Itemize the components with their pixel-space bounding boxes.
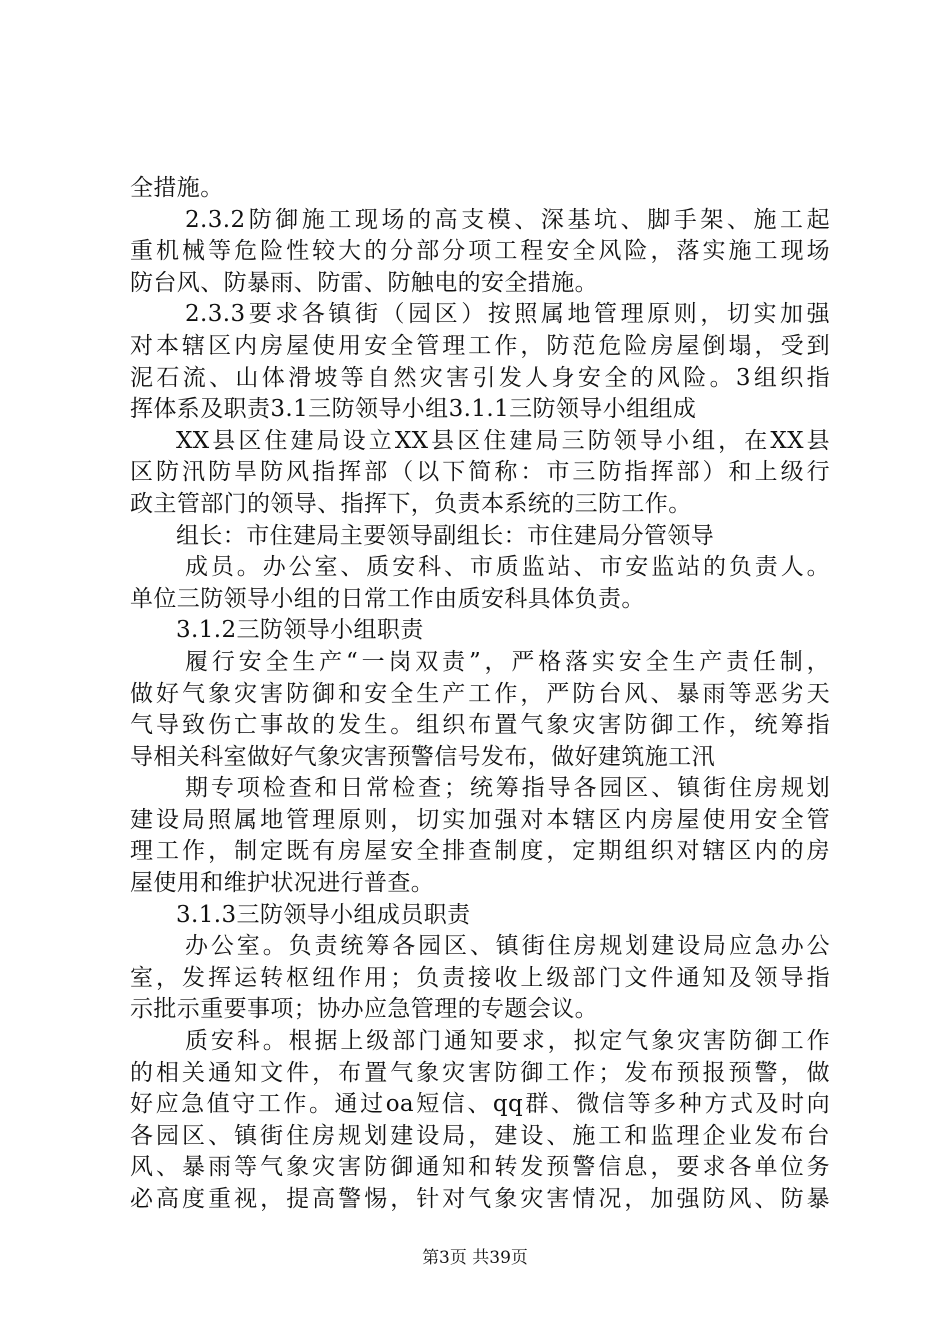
text-line: 屋使用和维护状况进行普查。: [130, 870, 435, 897]
text-line: 成员。办公室、质安科、市质监站、市安监站的负责人。: [185, 554, 830, 581]
text-line: 组长：市住建局主要领导副组长：市住建局分管领导: [176, 522, 715, 549]
text-line: 的相关通知文件，布置气象灾害防御工作；发布预报预警，做: [130, 1059, 830, 1086]
text-line: 2.3.2防御施工现场的高支模、深基坑、脚手架、施工起: [185, 206, 830, 233]
text-line: XX县区住建局设立XX县区住建局三防领导小组，在XX县: [176, 427, 830, 454]
text-line: 区防汛防旱防风指挥部（以下简称：市三防指挥部）和上级行: [130, 459, 830, 486]
text-line: 做好气象灾害防御和安全生产工作，严防台风、暴雨等恶劣天: [130, 680, 830, 707]
text-line: 单位三防领导小组的日常工作由质安科具体负责。: [130, 585, 645, 612]
text-line: 重机械等危险性较大的分部分项工程安全风险，落实施工现场: [130, 238, 830, 265]
text-line: 示批示重要事项；协办应急管理的专题会议。: [130, 996, 598, 1023]
text-line: 全措施。: [130, 175, 224, 201]
text-line: 办公室。负责统筹各园区、镇街住房规划建设局应急办公: [185, 933, 830, 960]
text-line: 好应急值守工作。通过oa短信、qq群、微信等多种方式及时向: [130, 1091, 830, 1118]
text-line: 3.1.2三防领导小组职责: [176, 617, 424, 644]
text-line: 导相关科室做好气象灾害预警信号发布，做好建筑施工汛: [130, 743, 715, 770]
text-line: 履行安全生产“一岗双责”，严格落实安全生产责任制，: [185, 648, 830, 675]
text-line: 挥体系及职责3.1三防领导小组3.1.1三防领导小组组成: [130, 396, 697, 423]
text-line: 3.1.3三防领导小组成员职责: [176, 901, 471, 928]
text-line: 质安科。根据上级部门通知要求，拟定气象灾害防御工作: [185, 1028, 830, 1055]
text-line: 理工作，制定既有房屋安全排查制度，定期组织对辖区内的房: [130, 838, 830, 865]
text-line: 室，发挥运转枢纽作用；负责接收上级部门文件通知及领导指: [130, 964, 830, 991]
text-line: 2.3.3要求各镇街（园区）按照属地管理原则，切实加强: [185, 301, 830, 328]
text-line: 期专项检查和日常检查；统筹指导各园区、镇街住房规划: [185, 775, 830, 802]
page-number-footer: 第3页 共39页: [422, 1248, 528, 1268]
text-line: 泥石流、山体滑坡等自然灾害引发人身安全的风险。3组织指: [130, 364, 830, 391]
text-line: 气导致伤亡事故的发生。组织布置气象灾害防御工作，统筹指: [130, 712, 830, 739]
text-line: 政主管部门的领导、指挥下，负责本系统的三防工作。: [130, 490, 692, 517]
text-line: 防台风、防暴雨、防雷、防触电的安全措施。: [130, 269, 598, 296]
text-line: 风、暴雨等气象灾害防御通知和转发预警信息，要求各单位务: [130, 1154, 830, 1181]
text-line: 建设局照属地管理原则，切实加强对本辖区内房屋使用安全管: [130, 806, 830, 833]
text-line: 各园区、镇街住房规划建设局，建设、施工和监理企业发布台: [130, 1122, 830, 1149]
text-line: 对本辖区内房屋使用安全管理工作，防范危险房屋倒塌，受到: [130, 332, 830, 359]
text-line: 必高度重视，提高警惕，针对气象灾害情况，加强防风、防暴: [130, 1186, 830, 1212]
document-body: [130, 173, 830, 1216]
